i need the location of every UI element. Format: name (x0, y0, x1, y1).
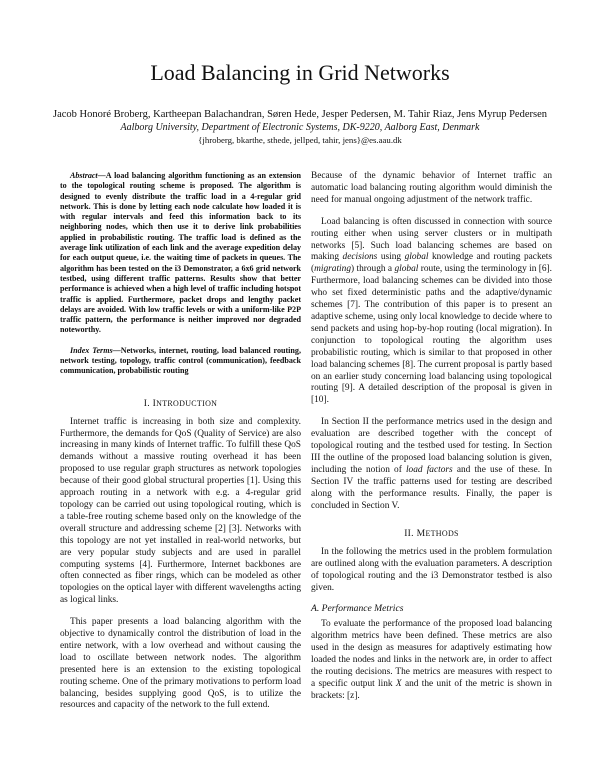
abstract: Abstract—A load balancing algorithm functioning as an extension to the topological routing scheme is proposed. The algorithm is designed to evenly distribute the traffic load in a 4-regular grid network. This is done by letting each node calculate how loaded it is with regular intervals and feed this information back to its neighboring nodes, which then use it to derive link probabilities applied in probabilistic routing. The traffic load is defined as the average link utilization of each link and the average expedition delay for each output queue, i.e. the waiting time of packets in queues. The algorithm has been tested on the i3 Demonstrator, a 6x6 grid network testbed, using different traffic patterns. Results show that better performance is achieved when a high level of traffic including hotspot traffic is applied. Furthermore, packet drops and lengthy packet delays are avoided. With low traffic levels or with a uniform-like P2P traffic pattern, the performance is neither improved nor degraded noteworthy. (60, 171, 301, 335)
intro-paragraph-1: Internet traffic is increasing in both size and complexity. Furthermore, the demands for QoS (Quality of Service) are also increasing in many kinds of Internet traffic. To fulfill these QoS demands without a massive routing overhead it has been proposed to use regular graph structures as network topologies because of their good global structural properties [1]. Using this approach routing in a network with e.g. a 4-regular grid topology can be carried out using topological routing, which is a table-free routing scheme based only on the knowledge of the overall structure and addressing scheme [2] [3]. Networks with this topology are not yet installed in real-world networks, but are very popular study subjects and are used in parallel computing systems [4]. Furthermore, Internet backbones are often connected as fiber rings, which can be modeled as other topologies on the optical layer with different wavelengths acting as logical links. (60, 416, 301, 606)
intro-paragraph-3: Because of the dynamic behavior of Internet traffic an automatic load balancing routing algorithm would diminish the need for manual ongoing adjustment of the network traffic. (311, 171, 552, 205)
methods-paragraph-1: In the following the metrics used in the problem formulation are outlined along with the evaluation parameters. A description of topological routing and the i3 Demonstrator testbed is also given. (311, 547, 552, 594)
section-heading-methods: II. METHODS (404, 528, 459, 540)
paper-title: Load Balancing in Grid Networks (150, 60, 450, 85)
index-terms-label: Index Terms (70, 345, 113, 355)
affiliation: Aalborg University, Department of Electronic Systems, DK-9220, Aalborg East, Denmark (120, 122, 480, 133)
abstract-text: A load balancing algorithm functioning as an extension to the topological routing scheme is proposed. The algorithm is designed to evenly distribute the traffic load in a 4-regular grid network. This is done by letting each node calculate how loaded it is with regular intervals and feed this information back to its neighboring nodes, which then use it to derive link probabilities applied in probabilistic routing. The traffic load is defined as the average link utilization of each link and the average expedition delay for each output queue, i.e. the waiting time of packets in queues. The algorithm has been tested on the i3 Demonstrator, a 6x6 grid network testbed, using different traffic patterns. Results show that better performance is achieved when a high level of traffic including hotspot traffic is applied. Furthermore, packet drops and lengthy packet delays are avoided. With low traffic levels or with a uniform-like P2P traffic pattern, the performance is neither improved nor degraded noteworthy. (60, 171, 301, 335)
index-terms-text: Networks, internet, routing, load balanced routing, network testing, topology, traffic control (communication), feedback communication, probabilistic routing (60, 345, 302, 376)
section-heading-introduction: I. INTRODUCTION (143, 397, 218, 409)
author-emails: {jhroberg, bkarthe, sthede, jellped, tahir, jens}@es.aau.dk (198, 135, 402, 145)
intro-paragraph-4: Load balancing is often discussed in connection with source routing either when using server clusters or in multipath networks [5]. Such load balancing schemes are based on making decisions using global knowledge and routing packets (migrating) through a global route, using the terminology in [6]. Furthermore, load balancing schemes can be divided into those who set fixed deterministic paths and the adaptive/dynamic schemes [7]. The contribution of this paper is to present an adaptive scheme, using only local knowledge to decide where to send packets and using hop-by-hop routing (local migration). In conjunction to topological routing the algorithm uses probabilistic routing, which is similar to that proposed in other load balancing schemes [8]. The current proposal is partly based on an earlier study concerning load balancing using topological routing [9]. A detailed description of the proposal is given in [10]. (311, 216, 553, 406)
index-terms: Index Terms—Networks, internet, routing, load balanced routing, network testing, topology, traffic control (communication), feedback communication, probabilistic routing (60, 345, 302, 376)
intro-paragraph-2: This paper presents a load balancing algorithm with the objective to dynamically control the distribution of load in the entire network, with a low overhead and without causing the load to oscillate between network nodes. The algorithm presented here is an extension to the existing topological routing scheme. One of the primary motivations to perform load balancing, besides supplying good QoS, is to utilize the resources and capacity of the network to the full extend. (60, 617, 301, 711)
methods-paragraph-2: To evaluate the performance of the proposed load balancing algorithm metrics have been defined. These metrics are also used in the design as measures for adaptively estimating how loaded the nodes and links in the network are, in order to affect the routing decisions. The metrics are measures with respect to a specific output link X and the unit of the metric is shown in brackets: [z]. (311, 619, 552, 701)
right-column (311, 171, 552, 702)
abstract-label: Abstract (70, 171, 98, 180)
subsection-heading-performance-metrics: A. Performance Metrics (311, 603, 404, 615)
author-list: Jacob Honoré Broberg, Kartheepan Balachandran, Søren Hede, Jesper Pedersen, M. Tahir Riaz, Jens Myrup Pedersen (53, 109, 547, 120)
left-column (60, 171, 301, 712)
intro-paragraph-5: In Section II the performance metrics used in the design and evaluation are described together with the concept of topological routing and the testbed used for testing. In Section III the outline of the proposed load balancing solution is given, including the notion of load factors and the use of these. In Section IV the traffic patterns used for testing are described along with the performance results. Finally, the paper is concluded in Section V. (311, 417, 552, 511)
